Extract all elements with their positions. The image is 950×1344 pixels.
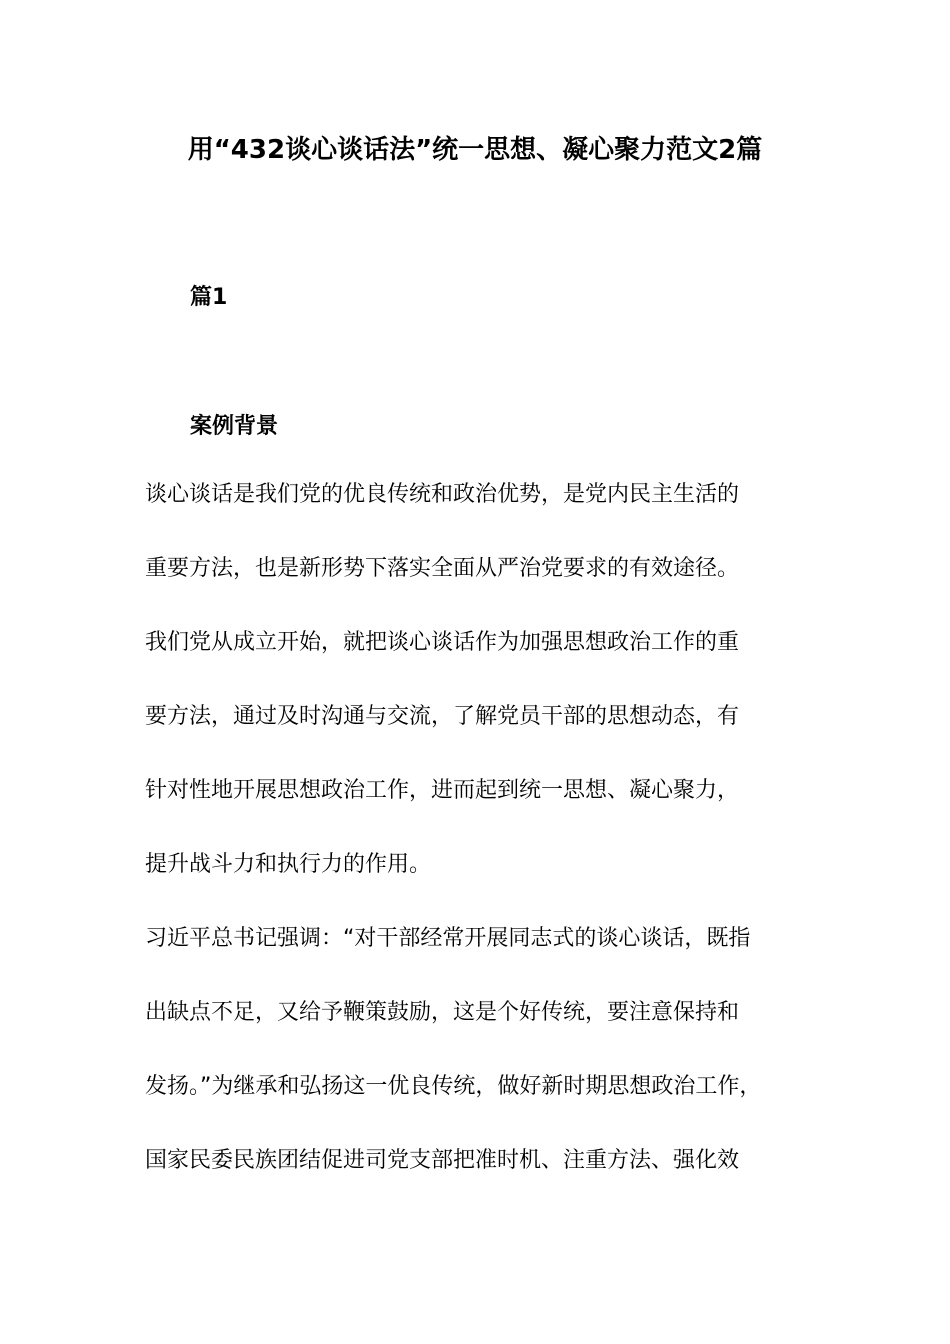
text-line: 习近平总书记强调：“对干部经常开展同志式的谈心谈话，既指 bbox=[145, 926, 751, 951]
body-text bbox=[145, 475, 825, 1215]
text-line: 国家民委民族团结促进司党支部把准时机、注重方法、强化效 bbox=[145, 1148, 740, 1173]
paragraph bbox=[145, 475, 825, 919]
part-label: 篇1 bbox=[190, 285, 228, 310]
paragraph bbox=[145, 919, 825, 1215]
text-line: 要方法，通过及时沟通与交流，了解党员干部的思想动态，有 bbox=[145, 704, 740, 729]
text-line: 谈心谈话是我们党的优良传统和政治优势，是党内民主生活的 bbox=[145, 482, 740, 507]
document-title: 用“432谈心谈话法”统一思想、凝心聚力范文2篇 bbox=[187, 135, 763, 165]
text-line: 针对性地开展思想政治工作，进而起到统一思想、凝心聚力， bbox=[145, 778, 740, 803]
text-line: 我们党从成立开始，就把谈心谈话作为加强思想政治工作的重 bbox=[145, 630, 740, 655]
section-heading: 案例背景 bbox=[190, 414, 279, 439]
text-line: 重要方法，也是新形势下落实全面从严治党要求的有效途径。 bbox=[145, 556, 740, 581]
text-line: 发扬。”为继承和弘扬这一优良传统，做好新时期思想政治工作， bbox=[145, 1074, 762, 1099]
text-line: 提升战斗力和执行力的作用。 bbox=[145, 852, 432, 877]
text-line: 出缺点不足，又给予鞭策鼓励，这是个好传统，要注意保持和 bbox=[145, 1000, 740, 1025]
